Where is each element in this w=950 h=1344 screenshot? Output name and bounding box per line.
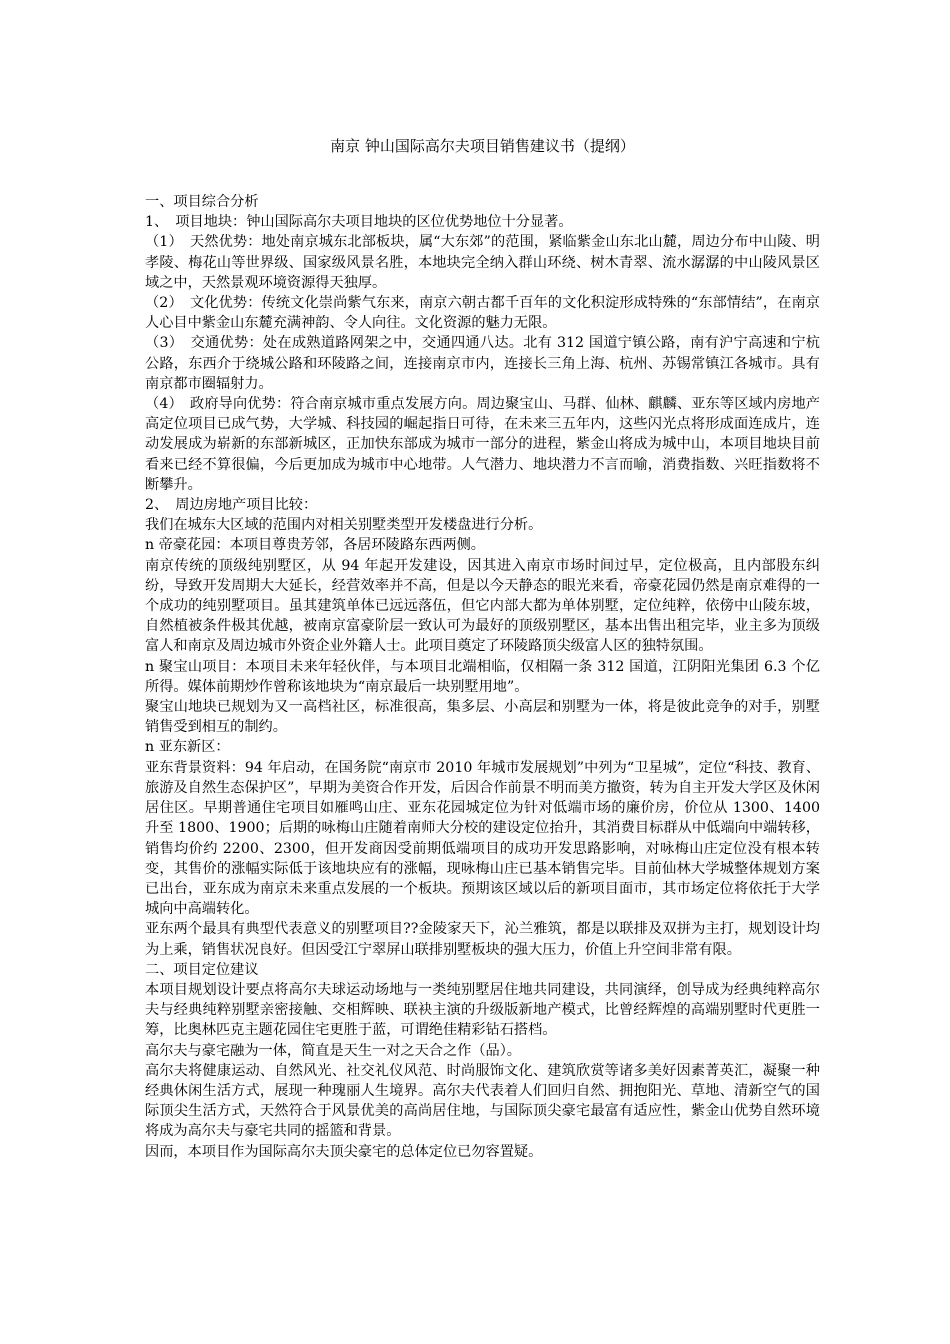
paragraph-golf-lifestyle: 高尔夫将健康运动、自然风光、社交礼仪风范、时尚服饰文化、建筑欣赏等诸多美好因素菁英汇，凝聚一种经典休闲生活方式，展现一种瑰丽人生境界。高尔夫代表着人们回归自然、拥抱阳光、草地、清新空气的国际顶尖生活方式，天然符合于风景优美的高尚居住地，与国际顶尖豪宅最富有适应性，紫金山优势自然环境将成为高尔夫与豪宅共同的摇篮和背景。 xyxy=(145,1062,820,1140)
paragraph-positioning-plan: 本项目规划设计要点将高尔夫球运动场地与一类纯别墅居住地共同建设，共同演绎，创导成为经典纯粹高尔夫与经典纯粹别墅亲密接触、交相辉映、联袂主演的升级版新地产模式，比曾经辉煌的高端别墅时代更胜一筹，比奥林匹克主题花园住宅更胜于蓝，可谓绝佳精彩钻石搭档。 xyxy=(145,981,820,1039)
section-heading-positioning: 二、项目定位建议 xyxy=(145,961,259,978)
paragraph-yadong-villas: 亚东两个最具有典型代表意义的别墅项目??金陵家天下，沁兰雅筑，都是以联排及双拼为主打，规划设计均为上乘，销售状况良好。但因受江宁翠屏山联排别墅板块的强大压力，价值上升空间非常有限。 xyxy=(145,921,820,958)
paragraph-jubaoshan-detail: 聚宝山地块已规划为又一高档社区，标准很高，集多层、小高层和别墅为一体，将是彼此竞争的对手，别墅销售受到相互的制约。 xyxy=(145,699,820,736)
item-dihao-garden: n 帝豪花园：本项目尊贵芳邻，各居环陵路东西两侧。 xyxy=(145,537,485,554)
paragraph-golf-mansion: 高尔夫与豪宅融为一体，简直是天生一对之天合之作（品）。 xyxy=(145,1042,521,1059)
paragraph-natural-advantage: （1） 天然优势：地处南京城东北部板块，属“大东郊”的范围，紧临紫金山东北山麓，周边分布中山陵、明孝陵、梅花山等世界级、国家级风景名胜，本地块完全纳入群山环绕、树木青翠、流水潺潺的中山陵风景区域之中，天然景观环境资源得天独厚。 xyxy=(145,234,820,291)
item-yadong: n 亚东新区： xyxy=(145,739,230,756)
paragraph-dihao-detail: 南京传统的顶级纯别墅区，从 94 年起开发建设，因其进入南京市场时间过早，定位极高，且内部股东纠纷，导致开发周期大大延长，经营效率并不高，但是以今天静态的眼光来看，帝豪花园仍然是南京难得的一个成功的纯别墅项目。虽其建筑单体已远远落伍，但它内部大都为单体别墅，定位纯粹，依傍中山陵东坡，自然植被条件极其优越，被南京富豪阶层一致认可为最好的顶级别墅区，基本出售出租完毕，业主多为顶级富人和南京及周边城市外资企业外籍人士。此项目奠定了环陵路顶尖级富人区的独特氛围。 xyxy=(145,557,820,655)
paragraph-comparison-intro: 我们在城东大区域的范围内对相关别墅类型开发楼盘进行分析。 xyxy=(145,517,543,534)
subheading-comparison: 2、 周边房地产项目比较： xyxy=(145,497,318,514)
paragraph-policy-advantage: （4） 政府导向优势：符合南京城市重点发展方向。周边聚宝山、马群、仙林、麒麟、亚东等区域内房地产高定位项目已成气势，大学城、科技园的崛起指日可待，在未来三五年内，这些闪光点将形成面连成片，连动发展成为崭新的东部新城区，正加快东部成为城市一部分的进程，紫金山将成为城中山，本项目地块目前看来已经不算很偏，今后更加成为城市中心地带。人气潜力、地块潜力不言而喻，消费指数、兴旺指数将不断攀升。 xyxy=(145,396,820,493)
document-body xyxy=(145,192,820,1162)
document-title: 南京 钟山国际高尔夫项目销售建议书（提纲） xyxy=(330,137,635,155)
item-jubaoshan: n 聚宝山项目：本项目未来年轻伙伴，与本项目北端相临，仅相隔一条 312 国道，江阴阳光集团 6.3 个亿所得。媒体前期炒作曾称该地块为“南京最后一块别墅用地”。 xyxy=(145,658,820,695)
paragraph-traffic-advantage: （3） 交通优势：处在成熟道路网架之中，交通四通八达。北有 312 国道宁镇公路，南有沪宁高速和宁杭公路，东西介于绕城公路和环陵路之间，连接南京市内，连接长三角上海、杭州、苏锡常镇江各城市。具有南京都市圈辐射力。 xyxy=(145,335,820,392)
section-heading-analysis: 一、项目综合分析 xyxy=(145,194,259,210)
subheading-land: 1、 项目地块：钟山国际高尔夫项目地块的区位优势地位十分显著。 xyxy=(145,214,573,231)
paragraph-conclusion: 因而，本项目作为国际高尔夫顶尖豪宅的总体定位已勿容置疑。 xyxy=(145,1143,543,1160)
paragraph-cultural-advantage: （2） 文化优势：传统文化崇尚紫气东来，南京六朝古都千百年的文化积淀形成特殊的“东部情结”，在南京人心目中紫金山东麓充满神韵、令人向往。文化资源的魅力无限。 xyxy=(145,295,820,332)
paragraph-yadong-background: 亚东背景资料：94 年启动，在国务院“南京市 2010 年城市发展规划”中列为“卫星城”，定位“科技、教育、旅游及自然生态保护区”，早期为美资合作开发，后因合作前景不明而美方撤资，转为自主开发大学区及休闲居住区。早期普通住宅项目如雁鸣山庄、亚东花园城定位为针对低端市场的廉价房，价位从 1300、1400 升至 1800、1900；后期的咏梅山庄随着南师大分校的建设定位抬升，其消费目标群从中低端向中端转移，销售均价约 2200、2300，但开发商因受前期低端项目的成功开发思路影响，对咏梅山庄定位没有根本转变，其售价的涨幅实际低于该地块应有的涨幅，现咏梅山庄已基本销售完毕。目前仙林大学城整体规划方案已出台，亚东成为南京未来重点发展的一个板块。预期该区域以后的新项目面市，其市场定位将依托于大学城向中高端转化。 xyxy=(145,759,820,918)
